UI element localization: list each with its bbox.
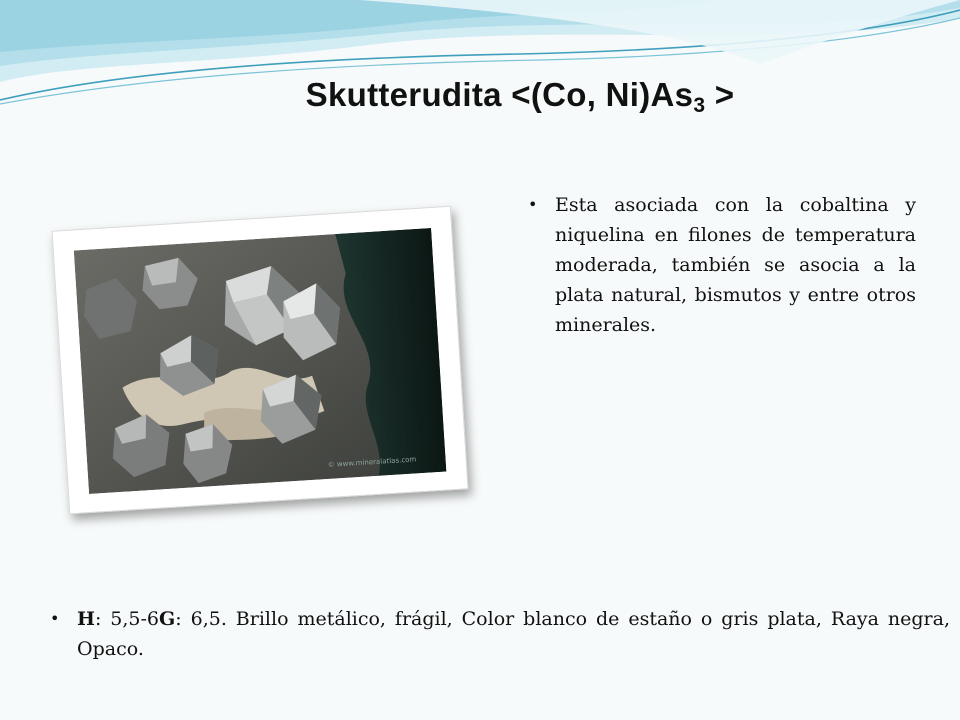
title-main: Skutterudita <(Co, Ni)As — [305, 76, 694, 113]
properties-list — [50, 604, 950, 664]
description-text: Esta asociada con la cobaltina y niquelina en filones de temperatura moderada, también se asocia a la plata natural, bismutos y entre otros minerales. — [555, 194, 916, 336]
hardness-value: : 5,5-6 — [94, 608, 160, 630]
title-suffix: > — [705, 76, 735, 113]
skutterudite-mineral-photo — [74, 228, 447, 494]
properties-item — [50, 604, 950, 664]
slide-title — [0, 76, 960, 117]
description-list — [528, 190, 916, 340]
gravity-label: G — [159, 608, 176, 630]
description-item — [528, 190, 916, 340]
gravity-value: : 6,5. Brillo metálico, frágil, Color blanco de estaño o gris plata, Raya negra, Opaco. — [77, 608, 951, 660]
photo-watermark: © www.mineralatlas.com — [327, 455, 417, 469]
mineral-photo-frame — [51, 206, 468, 515]
title-subscript: 3 — [693, 94, 706, 117]
bullet-icon: • — [50, 609, 60, 628]
hardness-label: H — [77, 608, 95, 630]
bullet-icon: • — [528, 195, 538, 214]
